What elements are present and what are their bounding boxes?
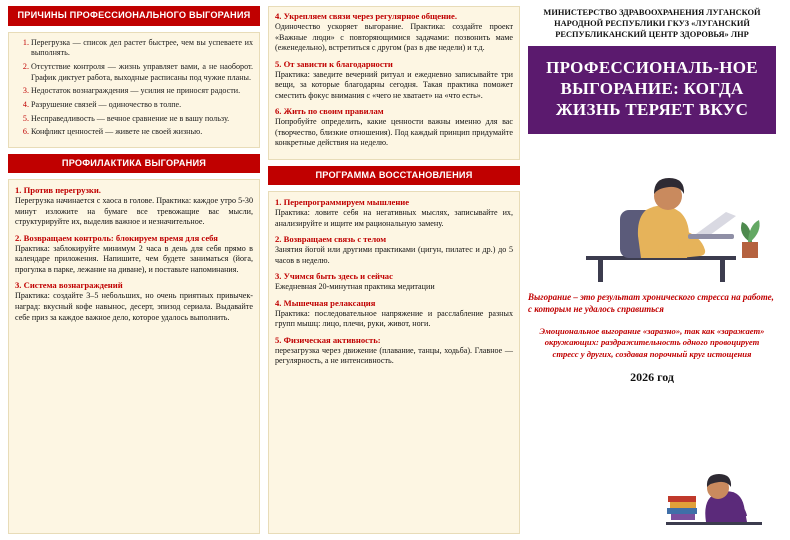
header-causes: ПРИЧИНЫ ПРОФЕССИОНАЛЬНОГО ВЫГОРАНИЯ (8, 6, 260, 26)
prevention-item (275, 11, 513, 54)
column-causes (8, 6, 260, 534)
recovery-item (275, 298, 513, 330)
list-item: 3. Недостаток вознаграждения — усилия не приносят радости. (31, 86, 253, 97)
item-number: 5. (275, 334, 282, 345)
header-recovery: ПРОГРАММА ВОССТАНОВЛЕНИЯ (268, 166, 520, 186)
item-title-text: Укрепляем связи через регулярное общение. (283, 11, 457, 21)
quote-burnout-definition: Выгорание – это результат хронического стресса на работе, с которым не удалось справиться (528, 292, 774, 315)
recovery-item-body: Практика: ловите себя на негативных мыслях, записывайте их, анализируйте и ищите им рациональную замену. (275, 208, 513, 228)
item-number: 6. (275, 106, 282, 117)
prevention-continued-panel (268, 6, 520, 160)
publication-year: 2026 год (630, 369, 674, 384)
recovery-item-title (275, 197, 513, 207)
brochure-title: ПРОФЕССИОНАЛЬ-НОЕ ВЫГОРАНИЕ: КОГДА ЖИЗНЬ ТЕРЯЕТ ВКУС (528, 46, 776, 134)
prevention-item-body: Практика: заблокируйте минимум 2 часа в день для себя прямо в календаре приложения. Напишите, чем будете заниматься (йога, прогулка в парке, лежание на диване), и поставьте напоминания. (15, 243, 253, 274)
list-item: 4. Разрушение связей — одиночество в толпе. (31, 100, 253, 111)
prevention-item (15, 233, 253, 276)
item-number: 1. (15, 185, 22, 196)
item-title-text: Перепрограммируем мышление (283, 197, 410, 208)
item-number: 3. (15, 280, 22, 291)
prevention-item-title (15, 280, 253, 290)
item-title-text: Возвращаем связь с телом (283, 234, 387, 245)
item-title-text: Физическая активность: (283, 334, 381, 345)
recovery-item (275, 335, 513, 367)
quote-contagious: Эмоциональное выгорание «заразно», так как «заражает» окружающих: раздражительность одного провоцирует стресс у других, создавая порочный круг истощения (539, 325, 765, 359)
recovery-item-body: перезагрузка через движение (плавание, танцы, ходьба). Главное — регулярность, а не интенсивность. (275, 345, 513, 366)
prevention-item-title (275, 11, 513, 21)
recovery-item-title (275, 298, 513, 308)
prevention-item (15, 280, 253, 323)
prevention-item-body: Одиночество ускоряет выгорание. Практика: создайте проект «Важные люди» с повторяющимися задачами: позвонить маме (еженедельно), встретиться с другом (раз в две недели) и т.д. (275, 22, 513, 53)
header-prevention: ПРОФИЛАКТИКА ВЫГОРАНИЯ (8, 154, 260, 174)
prevention-item (275, 59, 513, 102)
item-number: 3. (275, 271, 282, 282)
recovery-item-title (275, 271, 513, 281)
list-item: 6. Конфликт ценностей — живете не своей жизнью. (31, 127, 253, 138)
prevention-item-body: Практика: создайте 3–5 небольших, но очень приятных привычек-наград: вкусный кофе навынос, десерт, эпизод сериала. Выдавайте себе приз за каждое важное дело, которое удалось выполнить. (15, 291, 253, 322)
tired-person-graphic (528, 456, 776, 534)
item-number: 2. (15, 232, 22, 243)
recovery-item (275, 271, 513, 293)
item-title-text: Против перегрузки. (23, 185, 101, 196)
item-title-text: От зависти к благодарности (283, 58, 393, 69)
recovery-item (275, 234, 513, 266)
prevention-item-title (275, 106, 513, 116)
causes-panel (8, 32, 260, 148)
item-title-text: Жить по своим правилам (283, 106, 384, 117)
ministry-heading: МИНИСТЕРСТВО ЗДРАВООХРАНЕНИЯ ЛУГАНСКОЙ НАРОДНОЙ РЕСПУБЛИКИ ГКУЗ «ЛУГАНСКИЙ РЕСПУБЛИКАНСКИЙ ЦЕНТР ЗДОРОВЬЯ» ЛНР (543, 8, 761, 39)
item-title-text: Система вознаграждений (23, 280, 123, 291)
prevention-item-title (15, 185, 253, 195)
item-number: 1. (275, 197, 282, 208)
list-item: 2. Отсутствие контроля — жизнь управляет вами, а не наоборот. График диктует работа, выходные расписаны под чужие планы. (31, 62, 253, 83)
recovery-item-body: Ежедневная 20-минутная практика медитации (275, 282, 435, 292)
list-item: 1. Перегрузка — список дел растет быстрее, чем вы успеваете их выполнять. (31, 38, 253, 59)
recovery-panel (268, 191, 520, 534)
prevention-item (15, 185, 253, 228)
list-item: 5. Несправедливость — вечное сравнение не в вашу пользу. (31, 114, 253, 125)
item-number: 5. (275, 58, 282, 69)
column-recovery (268, 6, 520, 534)
item-number: 4. (275, 297, 282, 308)
illustration-person-at-laptop (528, 138, 776, 288)
recovery-item-body: Занятия йогой или другими практиками (цигун, пилатес и др.) до 5 часов в неделю. (275, 245, 513, 265)
prevention-item-title (275, 59, 513, 69)
recovery-item-title (275, 234, 513, 244)
laptop-person-graphic (528, 138, 776, 288)
prevention-item-body: Перегрузка начинается с хаоса в голове. Практика: каждое утро 5-30 минут изложите на бумаге все тревожащие вас мысли, структурируйте их, выделив важное и незначительное. (15, 196, 253, 227)
recovery-item (275, 197, 513, 229)
item-title-text: Учимся быть здесь и сейчас (283, 271, 393, 282)
recovery-item-body: Практика: последовательное напряжение и расслабление разных групп мышц: лицо, плечи, руки, живот, ноги. (275, 308, 513, 329)
prevention-item-body: Практика: заведите вечерний ритуал и ежедневно записывайте три вещи, за которые благодарны сегодня. Такая практика поможет сместить фокус внимания с «чего не хватает» на «что есть». (275, 69, 513, 100)
item-number: 2. (275, 234, 282, 245)
prevention-panel (8, 179, 260, 534)
item-number: 4. (275, 11, 282, 21)
prevention-item-body: Попробуйте определить, какие ценности важны именно для вас (творчество, близкие отношения). Под каждый принцип придумайте конкретные действия на неделю. (275, 117, 513, 148)
causes-list (15, 38, 253, 138)
column-cover (528, 6, 776, 534)
prevention-item (275, 106, 513, 149)
recovery-item-title (275, 335, 513, 345)
item-title-text: Возвращаем контроль: блокируем время для себя (23, 232, 218, 243)
item-title-text: Мышечная релаксация (283, 297, 376, 308)
illustration-tired-person (528, 456, 776, 534)
prevention-item-title (15, 233, 253, 243)
